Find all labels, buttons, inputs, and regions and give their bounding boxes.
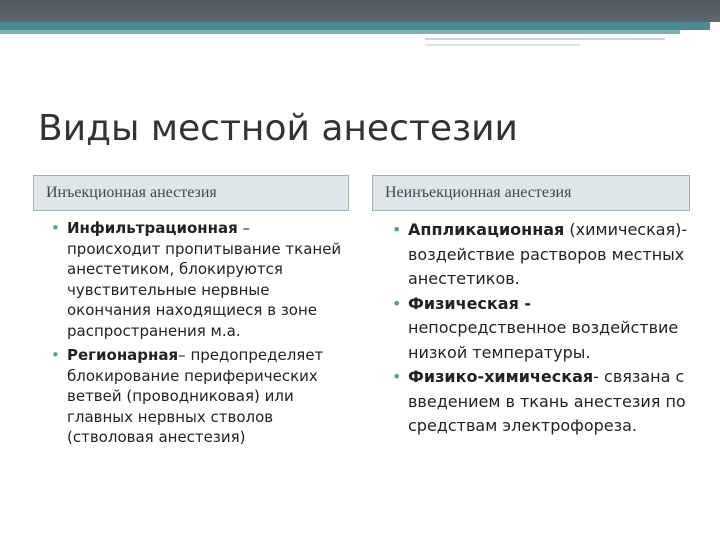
item-term: Физико-химическая	[408, 367, 594, 386]
list-item	[43, 218, 343, 341]
item-term: Инфильтрационная	[67, 219, 238, 237]
item-term: Физическая -	[408, 293, 532, 313]
left-column-list	[43, 218, 343, 452]
item-description: непосредственное воздействие низкой температуры.	[408, 318, 679, 362]
bullet-icon: •	[392, 293, 402, 313]
item-description: (химическая)-воздействие растворов местных анестетиков.	[408, 220, 688, 288]
item-description: – предопределяет блокирование периферических ветвей (проводниковая) или главных нервных стволов (стволовая анестезия)	[67, 346, 324, 446]
list-item	[384, 365, 689, 439]
bullet-icon: •	[51, 219, 60, 237]
item-term: Аппликационная	[408, 220, 565, 239]
top-decor-band	[0, 0, 720, 22]
left-column-header: Инъекционная анестезия	[33, 175, 349, 211]
bullet-icon: •	[392, 220, 402, 239]
page-title: Виды местной анестезии	[38, 108, 518, 149]
right-column-list	[384, 218, 689, 439]
top-decor-line	[425, 38, 665, 40]
list-item	[384, 292, 689, 366]
list-item	[43, 345, 343, 448]
list-item	[384, 218, 689, 292]
item-description: - связана с введением в ткань анестезия по средствам электрофореза.	[408, 367, 686, 435]
bullet-icon: •	[392, 367, 402, 386]
top-decor-line-short	[425, 44, 580, 46]
top-decor-teal-bar	[0, 22, 710, 30]
top-decor-teal-line	[0, 30, 680, 34]
item-description: – происходит пропитывание тканей анестетиком, блокируются чувствительные нервные окончания находящиеся в зоне распространения м.а.	[67, 219, 342, 340]
item-term: Регионарная	[67, 346, 179, 364]
right-column-header: Неинъекционная анестезия	[372, 175, 690, 211]
bullet-icon: •	[51, 346, 60, 364]
